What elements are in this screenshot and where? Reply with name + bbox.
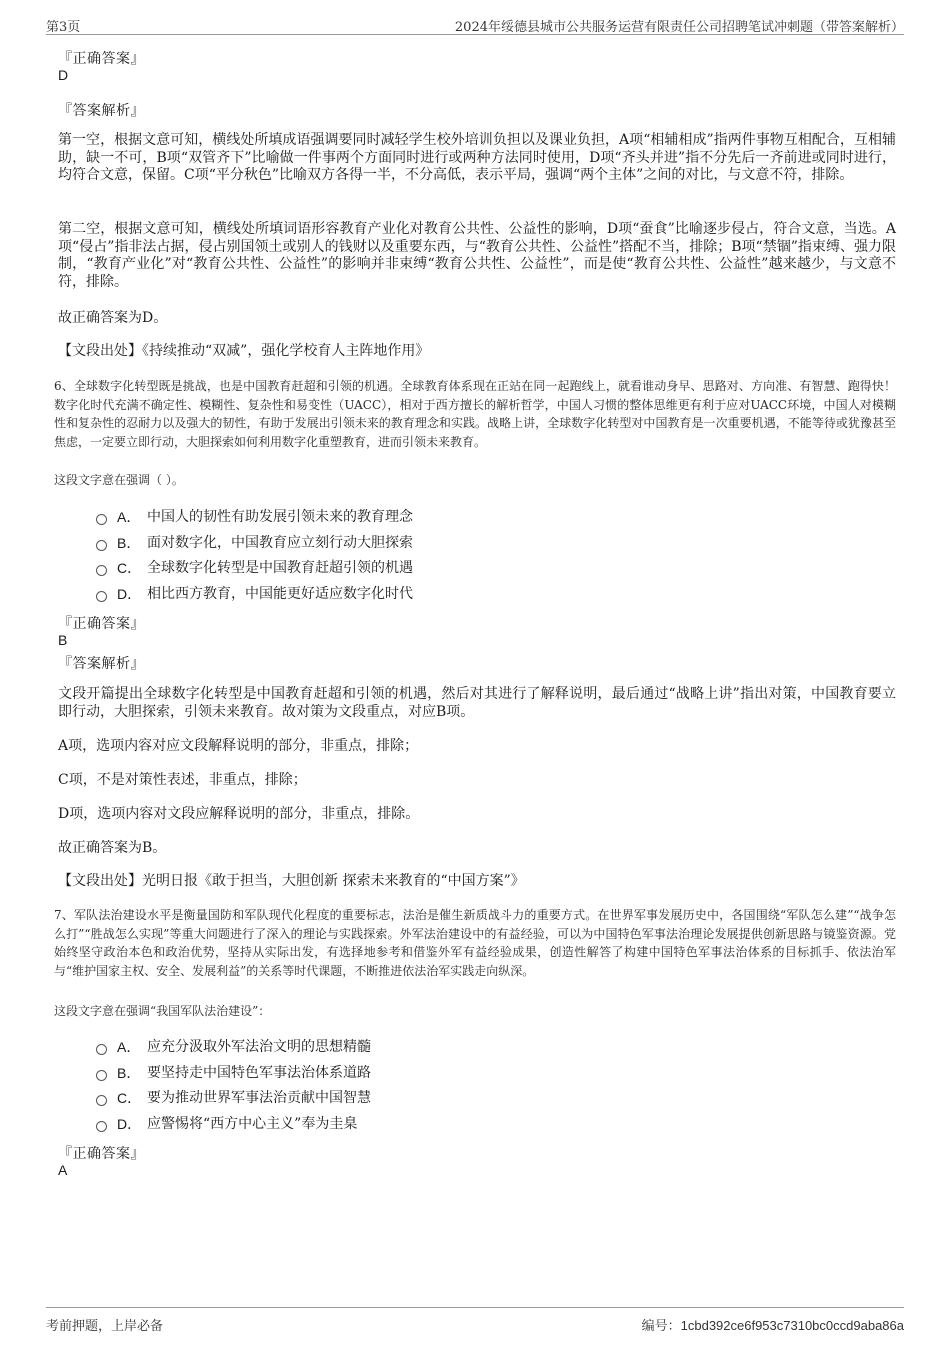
option-letter: A． bbox=[117, 1039, 141, 1055]
page-header bbox=[46, 14, 904, 35]
option-letter: C． bbox=[117, 1090, 142, 1106]
radio-icon[interactable] bbox=[96, 1044, 107, 1055]
footer-slogan: 考前押题，上岸必备 bbox=[46, 1319, 164, 1334]
q7-answer: A bbox=[58, 1162, 68, 1178]
q5-answer: D bbox=[58, 67, 69, 83]
option-letter: D． bbox=[117, 1116, 142, 1132]
option-text: 应警惕将“西方中心主义”奉为圭臬 bbox=[147, 1116, 358, 1132]
q5-source: 【文段出处】《持续推动“双减”，强化学校育人主阵地作用》 bbox=[58, 343, 430, 359]
page-number: 第3页 bbox=[46, 20, 81, 35]
q6-prompt: 这段文字意在强调（ ）。 bbox=[54, 473, 184, 487]
q6-option-a[interactable] bbox=[96, 507, 413, 527]
radio-icon[interactable] bbox=[96, 1121, 107, 1132]
q6-analysis-label: 『答案解析』 bbox=[58, 656, 145, 672]
option-letter: D． bbox=[117, 586, 142, 602]
document-code: 编号：1cbd392ce6f953c7310bc0ccd9aba86a bbox=[641, 1318, 904, 1333]
option-letter: A． bbox=[117, 509, 141, 525]
radio-icon[interactable] bbox=[96, 540, 107, 551]
q7-option-a[interactable] bbox=[96, 1037, 371, 1057]
radio-icon[interactable] bbox=[96, 1070, 107, 1081]
q6-question-text: 6、全球数字化转型既是挑战，也是中国教育赶超和引领的机遇。全球教育体系现在正站在同一起跑线上，就看谁动身早、思路对、方向准、有智慧、跑得快！数字化时代充满不确定性、模糊性、复杂性和易变性（UACC），相对于西方擅长的解析哲学，中国人习惯的整体思维更有利于应对UACC环境，中国人对模糊性和复杂性的忍耐力以及强大的韧性，有助于发展出引领未来的教育理念和实践。战略上讲，全球数字化转型对中国教育是一次重要机遇，不能等待或犹豫甚至焦虑，一定要立即行动，大胆探索如何利用数字化重塑教育，进而引领未来教育。 bbox=[54, 379, 896, 449]
q6-analysis-paragraph-4: D项，选项内容对文段应解释说明的部分，非重点，排除。 bbox=[58, 806, 420, 822]
q6-analysis-paragraph-3: C项，不是对策性表述，非重点，排除； bbox=[58, 772, 307, 788]
q7-question-text: 7、军队法治建设水平是衡量国防和军队现代化程度的重要标志，法治是催生新质战斗力的重要方式。在世界军事发展历史中，各国围绕“军队怎么建”“战争怎么打”“胜战怎么实现”等重大问题进行了深入的理论与实践探索。外军法治建设中的有益经验，可以为中国特色军事法治理论发展提供创新思路与镜鉴资源。党始终坚守政治本色和政治优势，坚持从实际出发，有选择地参考和借鉴外军有益经验成果，创造性解答了构建中国特色军事法治体系的目标抓手、依法治军与“维护国家主权、安全、发展利益”的关系等时代课题，不断推进依法治军实践走向纵深。 bbox=[54, 908, 896, 978]
q7-prompt: 这段文字意在强调“我国军队法治建设”： bbox=[54, 1004, 271, 1018]
q6-option-b[interactable] bbox=[96, 533, 413, 553]
q5-conclusion: 故正确答案为D。 bbox=[58, 310, 168, 326]
q6-option-c[interactable] bbox=[96, 558, 413, 578]
q5-analysis-label: 『答案解析』 bbox=[58, 103, 145, 119]
radio-icon[interactable] bbox=[96, 514, 107, 525]
option-text: 应充分汲取外军法治文明的思想精髓 bbox=[147, 1039, 371, 1055]
q6-source: 【文段出处】光明日报《敢于担当，大胆创新 探索未来教育的“中国方案”》 bbox=[58, 873, 525, 889]
page-footer bbox=[46, 1307, 904, 1334]
q5-analysis-paragraph-1: 第一空，根据文意可知，横线处所填成语强调要同时减轻学生校外培训负担以及课业负担，A项“相辅相成”指两件事物互相配合，互相辅助，缺一不可，B项“双管齐下”比喻做一件事两个方面同时进行或两种方法同时使用，D项“齐头并进”指不分先后一齐前进或同时进行，均符合文意，保留。C项“平分秋色”比喻双方各得一半，不分高低，表示平局，强调“两个主体”之间的对比，与文意不符，排除。 bbox=[58, 132, 896, 183]
option-text: 要为推动世界军事法治贡献中国智慧 bbox=[147, 1090, 371, 1106]
q7-option-b[interactable] bbox=[96, 1063, 371, 1083]
q6-option-d[interactable] bbox=[96, 584, 413, 604]
option-text: 全球数字化转型是中国教育赶超引领的机遇 bbox=[147, 560, 413, 576]
q5-analysis-paragraph-2: 第二空，根据文意可知，横线处所填词语形容教育产业化对教育公共性、公益性的影响，D项“蚕食”比喻逐步侵占，符合文意，当选。A项“侵占”指非法占据，侵占别国领土或别人的钱财以及重要东西，与“教育公共性、公益性”搭配不当，排除；B项“禁锢”指束缚、强力限制，“教育产业化”对“教育公共性、公益性”的影响并非束缚“教育公共性、公益性”，而是使“教育公共性、公益性”越来越少，与文意不符，排除。 bbox=[58, 221, 896, 290]
option-letter: B． bbox=[117, 535, 141, 551]
q6-answer-label: 『正确答案』 bbox=[58, 616, 145, 632]
q7-option-d[interactable] bbox=[96, 1114, 357, 1134]
option-letter: B． bbox=[117, 1065, 141, 1081]
q7-answer-label: 『正确答案』 bbox=[58, 1146, 145, 1162]
option-text: 面对数字化，中国教育应立刻行动大胆探索 bbox=[147, 535, 413, 551]
radio-icon[interactable] bbox=[96, 1095, 107, 1106]
option-text: 相比西方教育，中国能更好适应数字化时代 bbox=[147, 586, 413, 602]
option-text: 中国人的韧性有助发展引领未来的教育理念 bbox=[147, 509, 413, 525]
radio-icon[interactable] bbox=[96, 565, 107, 576]
q6-analysis-paragraph-1: 文段开篇提出全球数字化转型是中国教育赶超和引领的机遇，然后对其进行了解释说明，最后通过“战略上讲”指出对策，中国教育要立即行动，大胆探索，引领未来教育。故对策为文段重点，对应B项。 bbox=[58, 686, 896, 720]
option-letter: C． bbox=[117, 560, 142, 576]
q6-conclusion: 故正确答案为B。 bbox=[58, 840, 167, 856]
option-text: 要坚持走中国特色军事法治体系道路 bbox=[147, 1065, 371, 1081]
q5-answer-label: 『正确答案』 bbox=[58, 51, 145, 67]
q7-option-c[interactable] bbox=[96, 1088, 371, 1108]
document-title: 2024年绥德县城市公共服务运营有限责任公司招聘笔试冲刺题（带答案解析） bbox=[454, 20, 904, 35]
q6-analysis-paragraph-2: A项，选项内容对应文段解释说明的部分，非重点，排除； bbox=[58, 738, 419, 754]
q6-answer: B bbox=[58, 632, 68, 648]
radio-icon[interactable] bbox=[96, 591, 107, 602]
